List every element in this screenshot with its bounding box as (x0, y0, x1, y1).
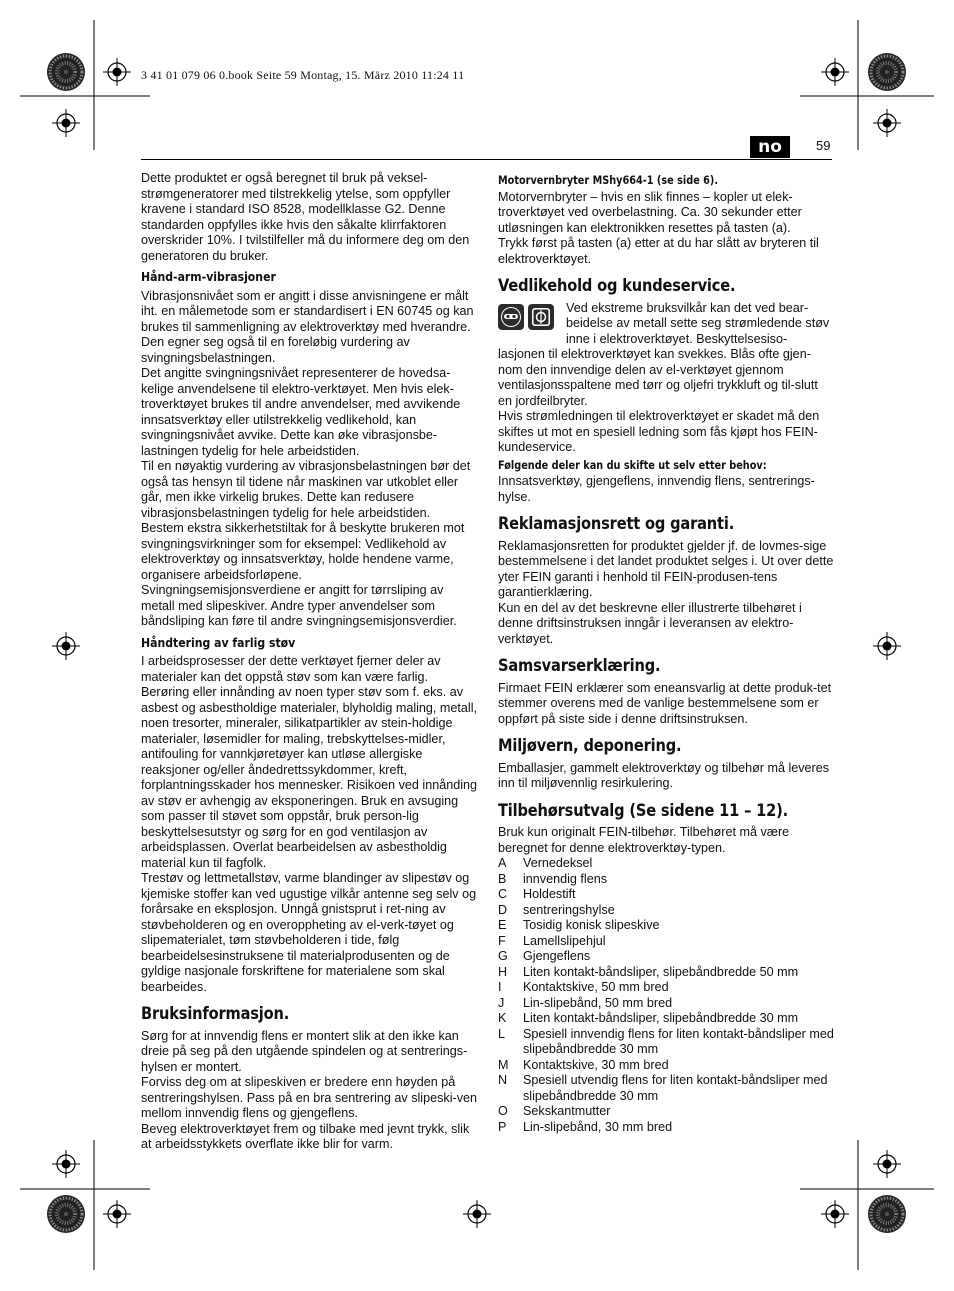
list-item-text: Lamellslipehjul (523, 933, 606, 948)
left-column (141, 171, 478, 1153)
motor-paragraph: Motorvernbryter – hvis en slik finnes – kopler ut elek-troverktøyet ved overbelastning. Ca. 30 sekunder etter utløsningen kan elektronikken resettes på tasten (a). (498, 189, 802, 235)
page-number: 59 (816, 138, 831, 153)
right-column (498, 171, 834, 1135)
list-item-text: Lin-slipebånd, 50 mm bred (523, 995, 673, 1010)
list-item (498, 918, 834, 934)
registration-mark-icon (821, 58, 849, 86)
list-item-key: J (498, 995, 505, 1010)
list-item-text: Liten kontakt-båndsliper, slipebåndbredde 50 mm (523, 964, 799, 979)
list-item-key: K (498, 1011, 507, 1025)
registration-mark-icon (103, 1200, 131, 1228)
list-item (498, 1027, 834, 1058)
list-item (498, 887, 834, 903)
list-item (498, 872, 834, 888)
list-item-text: Lin-slipebånd, 30 mm bred (523, 1119, 673, 1134)
registration-mark-icon (52, 632, 80, 660)
list-item-key: C (498, 887, 508, 901)
accessories-paragraph: Bruk kun originalt FEIN-tilbehør. Tilbehøret må være beregnet for denne elektroverktøy-typen. (498, 825, 790, 855)
header-rule (141, 159, 832, 160)
list-item (498, 1120, 834, 1136)
list-item-text: Vernedeksel (523, 856, 593, 870)
vibration-paragraph: Bestem ekstra sikkerhetstiltak for å beskytte brukeren mot svingningsvirkninger som for eksempel: Vedlikehold av elektroverktøy og innsatsverktøy, holde hendene varme, organisere arbeidsforløpene. (141, 521, 465, 582)
list-item-key: A (498, 856, 507, 870)
list-item-text: sentreringshylse (523, 902, 615, 917)
registration-mark-icon (52, 109, 80, 137)
list-item (498, 996, 834, 1012)
color-wheel-icon (47, 53, 85, 91)
list-item-key: O (498, 1104, 508, 1118)
color-wheel-icon (868, 1195, 906, 1233)
intro-paragraph: Dette produktet er også beregnet til bruk på veksel-strømgeneratorer med tilstrekkelig ytelse, som oppfyller kravene i standard ISO 8528, modellklasse G2. Denne standarden oppfylles ikke hvis den såkalte klirrfaktoren overskrider 10%. I tvilstilfeller må du informere deg om den generatoren du bruker. (141, 171, 470, 263)
warranty-paragraph: Kun en del av det beskrevne eller illustrerte tilbehøret i denne driftsinstruksen inngår i leveransen av elektro-verktøyet. (498, 600, 802, 646)
list-item-text: Kontaktskive, 50 mm bred (523, 980, 669, 994)
replaceable-parts-paragraph: Innsatsverktøy, gjengeflens, innvendig flens, sentrerings-hylse. (498, 474, 815, 504)
list-item (498, 1073, 834, 1104)
vibration-paragraph: Svingningsemisjonsverdiene er angitt for tørrsliping av metall med slipeskiver. Andre typer anvendelser som båndsliping kan føre til andre svingningsemisjonsverdier. (141, 583, 457, 628)
list-item-text: Holdestift (523, 887, 576, 901)
conformity-paragraph: Firmaet FEIN erklærer som eneansvarlig at dette produk-tet stemmer overens med de vanlige bestemmelsene som er oppført på siste side i denne driftsinstruksen. (498, 680, 832, 726)
safety-icons (498, 304, 558, 336)
maintenance-heading: Vedlikehold og kundeservice. (498, 276, 736, 296)
dust-heading: Håndtering av farlig støv (141, 634, 296, 650)
list-item (498, 903, 834, 919)
warranty-heading: Reklamasjonsrett og garanti. (498, 514, 735, 534)
list-item-key: E (498, 918, 507, 932)
environment-heading: Miljøvern, deponering. (498, 736, 682, 756)
warranty-paragraph: Reklamasjonsretten for produktet gjelder jf. de lovmes-sige bestemmelsene i det landet produktet selges i. Ut over dette yter FEIN garanti i henhold til FEIN-produsen-tens garantierklæring. (498, 538, 834, 599)
accessories-list (498, 856, 834, 1135)
list-item-key: I (498, 980, 502, 994)
list-item-text: Spesiell utvendig flens for liten kontakt-båndsliper med slipebåndbredde 30 mm (523, 1073, 828, 1103)
dust-paragraph: I arbeidsprosesser der dette verktøyet fjerner deler av materialer kan det oppstå støv som kan være farlig. Berøring eller innånding av noen typer støv som f. eks. av asbest og asbestholdige materialer, blyholdig maling, metall, noen tresorter, mineraler, silikatpartikler av stein-holdige materialer, løsemidler for maling, trebskyttelses-midler, antifouling for vannkjøretøyer kan utløse allergiske reaksjoner og/eller åndedrettssykdommer, kreft, forplantningsskader hos mennesker. Risikoen ved innånding av støv er avhengig av eksponeringen. Bruk en avsuging som passer til støvet som oppstår, bruk person-lig beskyttelsesutstyr og sørg for en god ventilasjon av arbeidsplassen. Overlat bearbeidelsen av asbestholdig material kun til fagfolk. (141, 654, 478, 870)
list-item-key: P (498, 1119, 507, 1134)
list-item-text: Gjengeflens (523, 949, 591, 963)
print-slug-line: 3 41 01 079 06 0.book Seite 59 Montag, 15. März 2010 11:24 11 (141, 68, 465, 82)
list-item (498, 949, 834, 965)
usage-heading: Bruksinformasjon. (141, 1004, 290, 1024)
vibration-paragraph: Det angitte svingningsnivået representerer de hovedsa-kelige anvendelsene til elektro-verktøyet. Men hvis elek-troverktøyet brukes til andre anvendelser, med avvikende innsatsverktøy eller utilstrekkelig vedlikehold, kan svingningsnivået avvike. Dette kan øke vibrasjonsbe-lastningen tydelig for hele arbeidstiden. (141, 366, 461, 458)
maintenance-paragraph: Ved ekstreme bruksvilkår kan det ved bear-beidelse av metall sette seg strømledende støv inne i elektroverktøyet. Beskyttelsesiso-lasjonen til elektroverktøyet kan svekkes. Blås ofte gjen-nom den innvendige delen av el-verktøyet gjennom ventilasjonsspaltene med tørr og oljefri trykkluft og til-slutt en jordfeilbryter. (498, 300, 830, 408)
list-item (498, 856, 834, 872)
usage-paragraph: Forviss deg om at slipeskiven er bredere enn høyden på sentreringshylsen. Pass på en bra sentrering av slipeski-ven mellom innvendig flens og gjengeflens. (141, 1075, 478, 1120)
registration-mark-icon (873, 109, 901, 137)
motor-paragraph: Trykk først på tasten (a) etter at du har slått av bryteren til elektroverktøyet. (498, 236, 819, 266)
vibration-paragraph: Vibrasjonsnivået som er angitt i disse anvisningene er målt iht. en målemetode som er standardisert i EN 60745 og kan brukes til sammenligning av elektroverktøy med hverandre. Den egner seg også til en foreløbig vurdering av svingningsbelastningen. (141, 288, 474, 365)
environment-paragraph: Emballasjer, gammelt elektroverktøy og tilbehør må leveres inn til miljøvennlig resirkulering. (498, 760, 830, 790)
registration-mark-icon (103, 58, 131, 86)
list-item-text: Spesiell innvendig flens for liten kontakt-båndsliper med slipebåndbredde 30 mm (523, 1026, 834, 1056)
registration-mark-icon (873, 632, 901, 660)
list-item-key: M (498, 1057, 509, 1072)
usage-paragraph: Sørg for at innvendig flens er montert slik at den ikke kan dreie på seg på den utgående spindelen og at sentrerings-hylsen er montert. (141, 1028, 468, 1074)
safety-goggles-icon (498, 304, 524, 330)
list-item (498, 1058, 834, 1074)
registration-mark-icon (873, 1150, 901, 1178)
dust-paragraph: Trestøv og lettmetallstøv, varme blandinger av slipestøv og kjemiske stoffer kan ved ugustige vilkår antenne seg selv og forårsake en eksplosjon. Unngå gnistsprut i ret-ning av støvbeholderen og en overoppheting av el-verk-tøyet og slipematerialet, tøm støvbeholderen i tide, følg bearbeidelsesinstruksene til materialprodusenten og de gyldige nasjonale forskriftene for materialene som skal bearbeides. (141, 871, 477, 994)
list-item (498, 1104, 834, 1120)
vibration-heading: Hånd-arm-vibrasjoner (141, 269, 276, 284)
registration-mark-icon (52, 1150, 80, 1178)
accessories-heading: Tilbehørsutvalg (Se sidene 11 – 12). (498, 800, 789, 821)
ear-protection-icon (528, 304, 554, 330)
list-item-key: N (498, 1073, 508, 1087)
list-item-key: G (498, 949, 508, 963)
color-wheel-icon (868, 53, 906, 91)
motor-protection-heading: Motorvernbryter MShy664-1 (se side 6). (498, 174, 719, 187)
registration-mark-icon (463, 1200, 491, 1228)
list-item-key: B (498, 871, 507, 886)
usage-paragraph: Beveg elektroverktøyet frem og tilbake med jevnt trykk, slik at arbeidsstykkets overflate ikke blir for varm. (141, 1121, 470, 1151)
language-badge: no (750, 136, 790, 158)
vibration-paragraph: Til en nøyaktig vurdering av vibrasjonsbelastningen bør det også tas hensyn til tidene når maskinen var utkoblet eller går, men ikke virkelig brukes. Dette kan redusere vibrasjonsbelastningen tydelig for hele arbeidstiden. (141, 459, 471, 520)
list-item-text: Liten kontakt-båndsliper, slipebåndbredde 30 mm (523, 1011, 799, 1025)
list-item (498, 965, 834, 981)
conformity-heading: Samsvarserklæring. (498, 656, 661, 676)
list-item-text: innvendig flens (523, 871, 608, 886)
list-item (498, 934, 834, 950)
color-wheel-icon (47, 1195, 85, 1233)
list-item (498, 1011, 834, 1027)
list-item-text: Sekskantmutter (523, 1104, 611, 1118)
list-item-key: D (498, 902, 508, 917)
list-item-key: H (498, 964, 508, 979)
list-item-key: F (498, 933, 506, 948)
maintenance-paragraph: Hvis strømledningen til elektroverktøyet er skadet må den skiftes ut mot en spesiell ledning som fås kjøpt hos FEIN-kundeservice. (498, 409, 820, 454)
list-item-key: L (498, 1026, 506, 1041)
list-item-text: Tosidig konisk slipeskive (523, 918, 660, 932)
list-item-text: Kontaktskive, 30 mm bred (523, 1057, 669, 1072)
replaceable-parts-heading: Følgende deler kan du skifte ut selv etter behov: (498, 458, 767, 472)
registration-mark-icon (821, 1200, 849, 1228)
list-item (498, 980, 834, 996)
